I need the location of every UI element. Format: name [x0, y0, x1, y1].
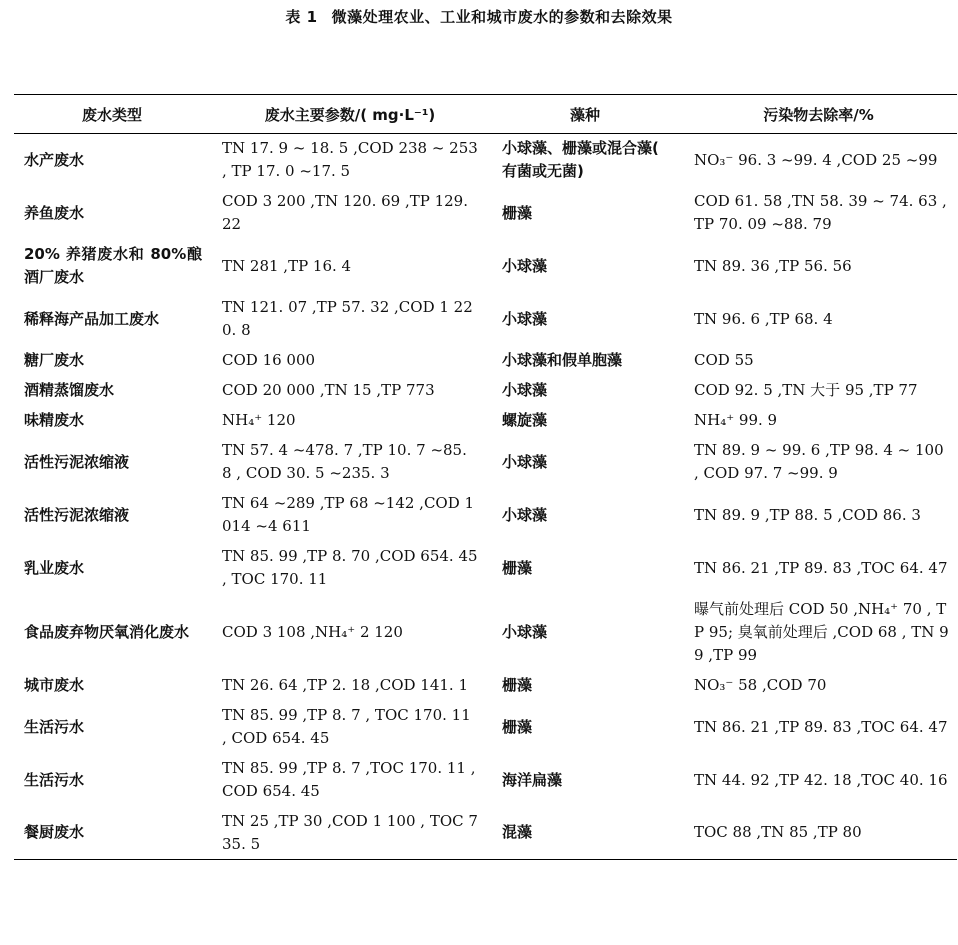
table-row: [14, 376, 957, 406]
table-row: [14, 754, 957, 807]
cell-type: 稀释海产品加工废水: [24, 309, 160, 328]
cell-removal: COD 55: [694, 351, 754, 369]
wastewater-table: [14, 94, 957, 860]
table-row: [14, 595, 957, 671]
cell-type: 食品废弃物厌氧消化废水: [24, 623, 190, 641]
cell-params: TN 26. 64 ,TP 2. 18 ,COD 141. 1: [222, 676, 468, 694]
cell-removal: NO₃⁻ 58 ,COD 70: [694, 676, 827, 694]
cell-type: 活性污泥浓缩液: [24, 505, 130, 524]
cell-type: 生活污水: [24, 770, 85, 789]
cell-removal: TOC 88 ,TN 85 ,TP 80: [694, 823, 862, 842]
cell-type: 乳业废水: [24, 558, 85, 577]
table-row: [14, 701, 957, 754]
table-row: [14, 542, 957, 595]
table-row: [14, 240, 957, 293]
cell-params: TN 121. 07 ,TP 57. 32 ,COD 1 220. 8: [222, 298, 473, 339]
header-wastewater-type: 废水类型: [81, 105, 142, 124]
cell-algae: 螺旋藻: [502, 411, 548, 429]
cell-removal: COD 61. 58 ,TN 58. 39 ~ 74. 63 , TP 70. 09 ~88. 79: [694, 192, 947, 233]
cell-params: TN 85. 99 ,TP 8. 7 , TOC 170. 11 , COD 654. 45: [222, 706, 471, 747]
cell-algae: 小球藻: [502, 256, 548, 275]
cell-params: TN 57. 4 ~478. 7 ,TP 10. 7 ~85. 8 , COD 30. 5 ~235. 3: [222, 441, 467, 482]
table-row: [14, 406, 957, 436]
cell-type: 酒精蒸馏废水: [24, 381, 115, 399]
cell-params: TN 64 ~289 ,TP 68 ~142 ,COD 1 014 ~4 611: [222, 494, 475, 535]
cell-params: TN 85. 99 ,TP 8. 7 ,TOC 170. 11 , COD 654. 45: [222, 759, 476, 800]
cell-removal: 曝气前处理后 COD 50 ,NH₄⁺ 70 , TP 95; 臭氧前处理后 ,COD 68 , TN 99 ,TP 99: [694, 600, 949, 664]
cell-removal: TN 89. 9 ,TP 88. 5 ,COD 86. 3: [694, 505, 921, 524]
cell-removal: TN 44. 92 ,TP 42. 18 ,TOC 40. 16: [694, 770, 948, 789]
cell-type: 糖厂废水: [24, 351, 85, 369]
cell-params: TN 281 ,TP 16. 4: [222, 256, 352, 275]
cell-params: COD 20 000 ,TN 15 ,TP 773: [222, 381, 435, 399]
cell-type: 活性污泥浓缩液: [24, 452, 130, 471]
cell-algae: 小球藻: [502, 623, 548, 641]
cell-type: 20% 养猪废水和 80%酿酒厂废水: [24, 245, 202, 286]
cell-removal: TN 86. 21 ,TP 89. 83 ,TOC 64. 47: [694, 717, 948, 736]
table-row: [14, 187, 957, 240]
cell-algae: 小球藻、栅藻或混合藻( 有菌或无菌): [502, 139, 659, 181]
cell-algae: 栅藻: [502, 717, 533, 736]
cell-removal: TN 89. 36 ,TP 56. 56: [694, 256, 852, 275]
cell-params: COD 3 200 ,TN 120. 69 ,TP 129. 22: [222, 192, 468, 233]
cell-removal: TN 96. 6 ,TP 68. 4: [694, 309, 833, 328]
table-title: 微藻处理农业、工业和城市废水的参数和去除效果: [331, 8, 673, 26]
table-row: [14, 489, 957, 542]
cell-type: 餐厨废水: [24, 823, 85, 842]
cell-type: 水产废水: [24, 150, 85, 169]
cell-algae: 小球藻: [502, 381, 548, 399]
header-removal-rate: 污染物去除率/%: [763, 105, 874, 124]
cell-removal: COD 92. 5 ,TN 大于 95 ,TP 77: [694, 381, 918, 399]
cell-removal: NO₃⁻ 96. 3 ~99. 4 ,COD 25 ~99: [694, 150, 938, 169]
table-row: [14, 134, 957, 187]
cell-algae: 小球藻: [502, 309, 548, 328]
cell-algae: 栅藻: [502, 558, 533, 577]
cell-algae: 栅藻: [502, 676, 533, 694]
cell-removal: NH₄⁺ 99. 9: [694, 411, 778, 429]
cell-params: NH₄⁺ 120: [222, 411, 296, 429]
table-row: [14, 807, 957, 860]
table-row: [14, 346, 957, 376]
cell-algae: 混藻: [502, 823, 533, 842]
cell-algae: 栅藻: [502, 203, 533, 222]
cell-type: 城市废水: [24, 676, 85, 694]
header-main-parameters: 废水主要参数/( mg·L⁻¹): [264, 105, 436, 124]
cell-algae: 海洋扁藻: [502, 770, 563, 789]
cell-params: TN 17. 9 ~ 18. 5 ,COD 238 ~ 253 , TP 17. 0 ~17. 5: [222, 139, 478, 181]
table-row: [14, 436, 957, 489]
cell-algae: 小球藻: [502, 452, 548, 471]
table-caption: [0, 6, 958, 27]
table-row: [14, 293, 957, 346]
cell-params: COD 16 000: [222, 351, 316, 369]
cell-algae: 小球藻: [502, 505, 548, 524]
cell-params: COD 3 108 ,NH₄⁺ 2 120: [222, 623, 403, 641]
table-row: [14, 671, 957, 701]
table-header-row: [14, 95, 957, 134]
header-algae-species: 藻种: [569, 105, 600, 124]
cell-removal: TN 86. 21 ,TP 89. 83 ,TOC 64. 47: [694, 558, 948, 577]
cell-removal: TN 89. 9 ~ 99. 6 ,TP 98. 4 ~ 100 , COD 97. 7 ~99. 9: [694, 441, 944, 482]
cell-algae: 小球藻和假单胞藻: [502, 351, 623, 369]
cell-type: 味精废水: [24, 411, 85, 429]
cell-type: 生活污水: [24, 717, 85, 736]
cell-params: TN 25 ,TP 30 ,COD 1 100 , TOC 735. 5: [222, 811, 478, 853]
cell-params: TN 85. 99 ,TP 8. 70 ,COD 654. 45 , TOC 170. 11: [222, 547, 478, 588]
cell-type: 养鱼废水: [24, 203, 85, 222]
table-number: 表 1: [285, 8, 318, 26]
